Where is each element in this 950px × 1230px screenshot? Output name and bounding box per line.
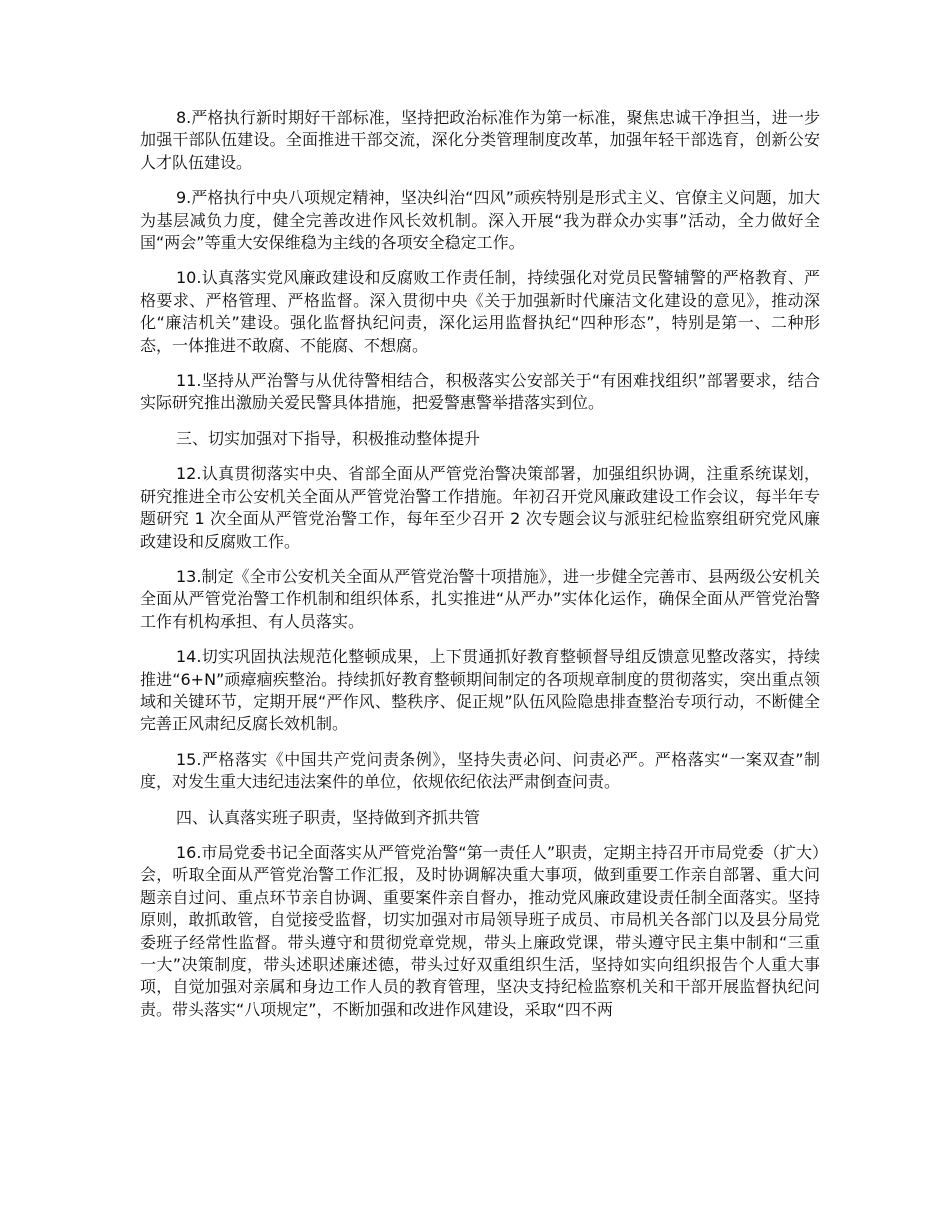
paragraph-14: 14.切实巩固执法规范化整顿成果，上下贯通抓好教育整顿督导组反馈意见整改落实，持续推进“6+N”顽瘴痼疾整治。持续抓好教育整顿期间制定的各项规章制度的贯彻落实，突出重点领域和关键环节，定期开展“严作风、整秩序、促正规”队伍风险隐患排查整治专项行动，不断健全完善正风肃纪反腐长效机制。 bbox=[140, 647, 820, 734]
paragraph-11: 11.坚持从严治警与从优待警相结合，积极落实公安部关于“有困难找组织”部署要求，结合实际研究推出激励关爱民警具体措施，把爱警惠警举措落实到位。 bbox=[140, 371, 820, 413]
paragraph-15: 15.严格落实《中国共产党问责条例》，坚持失责必问、问责必严。严格落实“一案双查”制度，对发生重大违纪违法案件的单位，依规依纪依法严肃倒查问责。 bbox=[140, 749, 820, 792]
paragraph-16: 16.市局党委书记全面落实从严管党治警“第一责任人”职责，定期主持召开市局党委（扩大）会，听取全面从严管党治警工作汇报，及时协调解决重大事项，做到重要工作亲自部署、重大问题亲自过问、重点环节亲自协调、重要案件亲自督办，推动党风廉政建设责任制全面落实。坚持原则，敢抓敢管，自觉接受监督，切实加强对市局领导班子成员、市局机关各部门以及县分局党委班子经常性监督。带头遵守和贯彻党章党规，带头上廉政党课，带头遵守民主集中制和“三重一大”决策制度，带头述职述廉述德，带头过好双重组织生活，坚持如实向组织报告个人重大事项，自觉加强对亲属和身边工作人员的教育管理，坚决支持纪检监察机关和干部开展监督执纪问责。带头落实“八项规定”，不断加强和改进作风建设，采取“四不两 bbox=[140, 842, 820, 1019]
section-heading-4: 四、认真落实班子职责，坚持做到齐抓共管 bbox=[176, 807, 481, 827]
document-page bbox=[140, 107, 820, 1034]
paragraph-13: 13.制定《全市公安机关全面从严管党治警十项措施》，进一步健全完善市、县两级公安机关全面从严管党治警工作机制和组织体系，扎实推进“从严办”实体化运作，确保全面从严管党治警工作有机构承担、有人员落实。 bbox=[140, 566, 820, 631]
section-heading-3: 三、切实加强对下指导，积极推动整体提升 bbox=[176, 428, 481, 448]
paragraph-10: 10.认真落实党风廉政建设和反腐败工作责任制，持续强化对党员民警辅警的严格教育、严格要求、严格管理、严格监督。深入贯彻中央《关于加强新时代廉洁文化建设的意见》，推动深化“廉洁机关”建设。强化监督执纪问责，深化运用监督执纪“四种形态”，特别是第一、二种形态，一体推进不敢腐、不能腐、不想腐。 bbox=[140, 268, 820, 355]
paragraph-8: 8.严格执行新时期好干部标准，坚持把政治标准作为第一标准，聚焦忠诚干净担当，进一步加强干部队伍建设。全面推进干部交流，深化分类管理制度改革，加强年轻干部选育，创新公安人才队伍建设。 bbox=[140, 108, 820, 172]
paragraph-9: 9.严格执行中央八项规定精神，坚决纠治“四风”顽疾特别是形式主义、官僚主义问题，加大为基层减负力度，健全完善改进作风长效机制。深入开展“我为群众办实事”活动，全力做好全国“两会”等重大安保维稳为主线的各项安全稳定工作。 bbox=[140, 188, 820, 253]
paragraph-12: 12.认真贯彻落实中央、省部全面从严管党治警决策部署，加强组织协调，注重系统谋划，研究推进全市公安机关全面从严管党治警工作措施。年初召开党风廉政建设工作会议，每半年专题研究 1 次全面从严管党治警工作，每年至少召开 2 次专题会议与派驻纪检监察组研究党风廉政建设和反腐败工作。 bbox=[140, 464, 820, 551]
